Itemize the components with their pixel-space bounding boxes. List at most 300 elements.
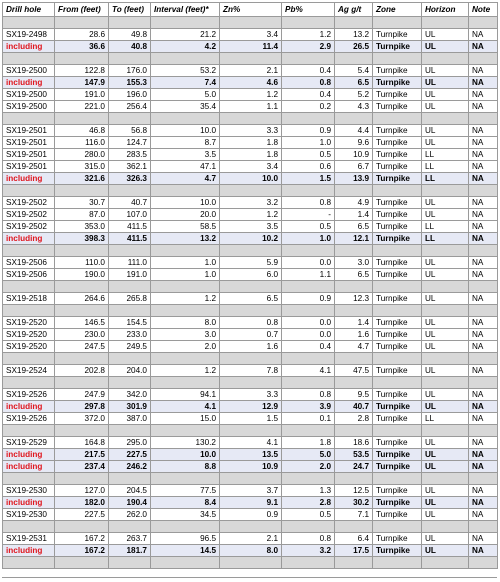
separator-cell xyxy=(151,53,220,65)
separator-cell xyxy=(55,377,109,389)
zinc-percent-cell: 12.9 xyxy=(220,401,282,413)
to-feet-cell: 40.8 xyxy=(109,41,151,53)
separator-cell xyxy=(282,305,335,317)
to-feet-cell: 204.0 xyxy=(109,365,151,377)
separator-cell xyxy=(220,185,282,197)
lead-percent-cell: 0.0 xyxy=(282,317,335,329)
drill-hole-cell: including xyxy=(3,233,55,245)
separator-cell xyxy=(3,521,55,533)
separator-cell xyxy=(373,521,422,533)
group-separator-row xyxy=(3,305,498,317)
lead-percent-cell: 1.8 xyxy=(282,437,335,449)
interval-cell: 1.0 xyxy=(151,269,220,281)
zinc-percent-cell: 10.9 xyxy=(220,461,282,473)
from-feet-cell: 167.2 xyxy=(55,545,109,557)
silver-gpt-cell: 1.4 xyxy=(335,317,373,329)
horizon-cell: UL xyxy=(422,437,469,449)
from-feet-cell: 353.0 xyxy=(55,221,109,233)
separator-cell xyxy=(109,53,151,65)
separator-cell xyxy=(282,113,335,125)
drill-hole-cell: SX19-2502 xyxy=(3,221,55,233)
separator-cell xyxy=(335,281,373,293)
drill-results-table xyxy=(2,2,498,569)
separator-cell xyxy=(282,281,335,293)
note-cell: NA xyxy=(469,449,498,461)
table-row xyxy=(3,437,498,449)
to-feet-cell: 56.8 xyxy=(109,125,151,137)
zone-cell: Turnpike xyxy=(373,197,422,209)
table-row xyxy=(3,365,498,377)
interval-cell: 13.2 xyxy=(151,233,220,245)
to-feet-cell: 326.3 xyxy=(109,173,151,185)
drill-hole-cell: including xyxy=(3,449,55,461)
zinc-percent-cell: 6.5 xyxy=(220,293,282,305)
drill-hole-cell: SX19-2520 xyxy=(3,329,55,341)
lead-percent-cell: 1.3 xyxy=(282,485,335,497)
separator-cell xyxy=(469,305,498,317)
zone-cell: Turnpike xyxy=(373,257,422,269)
to-feet-cell: 176.0 xyxy=(109,65,151,77)
separator-cell xyxy=(151,281,220,293)
interval-cell: 10.0 xyxy=(151,449,220,461)
zone-cell: Turnpike xyxy=(373,497,422,509)
silver-gpt-cell: 1.4 xyxy=(335,209,373,221)
drill-hole-cell: SX19-2520 xyxy=(3,317,55,329)
to-feet-cell: 191.0 xyxy=(109,269,151,281)
horizon-cell: UL xyxy=(422,77,469,89)
from-feet-cell: 116.0 xyxy=(55,137,109,149)
horizon-cell: UL xyxy=(422,65,469,77)
zone-cell: Turnpike xyxy=(373,41,422,53)
including-row xyxy=(3,461,498,473)
silver-gpt-cell: 1.6 xyxy=(335,329,373,341)
interval-cell: 8.4 xyxy=(151,497,220,509)
separator-cell xyxy=(55,305,109,317)
drill-hole-cell: SX19-2502 xyxy=(3,209,55,221)
separator-cell xyxy=(55,53,109,65)
zone-cell: Turnpike xyxy=(373,449,422,461)
drill-hole-cell: SX19-2530 xyxy=(3,509,55,521)
note-cell: NA xyxy=(469,497,498,509)
separator-cell xyxy=(220,473,282,485)
silver-gpt-cell: 3.0 xyxy=(335,257,373,269)
from-feet-cell: 372.0 xyxy=(55,413,109,425)
interval-cell: 5.0 xyxy=(151,89,220,101)
from-feet-cell: 147.9 xyxy=(55,77,109,89)
column-header: Horizon xyxy=(422,3,469,17)
to-feet-cell: 283.5 xyxy=(109,149,151,161)
from-feet-cell: 227.5 xyxy=(55,509,109,521)
to-feet-cell: 387.0 xyxy=(109,413,151,425)
table-body xyxy=(3,17,498,569)
separator-cell xyxy=(422,557,469,569)
lead-percent-cell: 3.2 xyxy=(282,545,335,557)
horizon-cell: LL xyxy=(422,149,469,161)
zone-cell: Turnpike xyxy=(373,65,422,77)
separator-cell xyxy=(220,17,282,29)
separator-cell xyxy=(220,557,282,569)
silver-gpt-cell: 4.3 xyxy=(335,101,373,113)
separator-cell xyxy=(469,113,498,125)
drill-hole-cell: SX19-2498 xyxy=(3,29,55,41)
silver-gpt-cell: 6.5 xyxy=(335,269,373,281)
from-feet-cell: 315.0 xyxy=(55,161,109,173)
to-feet-cell: 40.7 xyxy=(109,197,151,209)
table-row xyxy=(3,257,498,269)
lead-percent-cell: 1.0 xyxy=(282,233,335,245)
zinc-percent-cell: 9.1 xyxy=(220,497,282,509)
table-row xyxy=(3,89,498,101)
zone-cell: Turnpike xyxy=(373,137,422,149)
group-separator-row xyxy=(3,245,498,257)
interval-cell: 10.0 xyxy=(151,125,220,137)
note-cell: NA xyxy=(469,89,498,101)
lead-percent-cell: 0.1 xyxy=(282,413,335,425)
lead-percent-cell: 0.4 xyxy=(282,341,335,353)
note-cell: NA xyxy=(469,413,498,425)
separator-cell xyxy=(422,377,469,389)
silver-gpt-cell: 6.7 xyxy=(335,161,373,173)
to-feet-cell: 411.5 xyxy=(109,221,151,233)
drill-hole-cell: including xyxy=(3,41,55,53)
column-header: Pb% xyxy=(282,3,335,17)
separator-cell xyxy=(109,377,151,389)
note-cell: NA xyxy=(469,485,498,497)
separator-cell xyxy=(55,557,109,569)
zinc-percent-cell: 5.9 xyxy=(220,257,282,269)
separator-cell xyxy=(335,245,373,257)
from-feet-cell: 237.4 xyxy=(55,461,109,473)
horizon-cell: UL xyxy=(422,197,469,209)
separator-cell xyxy=(373,557,422,569)
note-cell: NA xyxy=(469,137,498,149)
zinc-percent-cell: 3.4 xyxy=(220,161,282,173)
separator-cell xyxy=(469,353,498,365)
from-feet-cell: 122.8 xyxy=(55,65,109,77)
separator-cell xyxy=(335,353,373,365)
to-feet-cell: 263.7 xyxy=(109,533,151,545)
lead-percent-cell: 0.8 xyxy=(282,389,335,401)
group-separator-row xyxy=(3,425,498,437)
horizon-cell: LL xyxy=(422,161,469,173)
zinc-percent-cell: 1.2 xyxy=(220,89,282,101)
from-feet-cell: 398.3 xyxy=(55,233,109,245)
interval-cell: 20.0 xyxy=(151,209,220,221)
to-feet-cell: 196.0 xyxy=(109,89,151,101)
separator-cell xyxy=(469,557,498,569)
interval-cell: 4.2 xyxy=(151,41,220,53)
group-separator-row xyxy=(3,281,498,293)
zone-cell: Turnpike xyxy=(373,89,422,101)
silver-gpt-cell: 18.6 xyxy=(335,437,373,449)
separator-cell xyxy=(373,425,422,437)
table-row xyxy=(3,29,498,41)
note-cell: NA xyxy=(469,221,498,233)
interval-cell: 1.0 xyxy=(151,257,220,269)
horizon-cell: UL xyxy=(422,485,469,497)
table-bottom-rule xyxy=(2,577,497,582)
separator-cell xyxy=(220,377,282,389)
note-cell: NA xyxy=(469,65,498,77)
lead-percent-cell: 0.8 xyxy=(282,533,335,545)
to-feet-cell: 362.1 xyxy=(109,161,151,173)
zinc-percent-cell: 10.0 xyxy=(220,173,282,185)
zone-cell: Turnpike xyxy=(373,545,422,557)
zinc-percent-cell: 3.3 xyxy=(220,125,282,137)
silver-gpt-cell: 12.1 xyxy=(335,233,373,245)
from-feet-cell: 280.0 xyxy=(55,149,109,161)
horizon-cell: UL xyxy=(422,29,469,41)
to-feet-cell: 155.3 xyxy=(109,77,151,89)
separator-cell xyxy=(3,557,55,569)
separator-cell xyxy=(469,425,498,437)
separator-cell xyxy=(151,425,220,437)
from-feet-cell: 202.8 xyxy=(55,365,109,377)
zinc-percent-cell: 3.2 xyxy=(220,197,282,209)
separator-cell xyxy=(469,281,498,293)
note-cell: NA xyxy=(469,197,498,209)
note-cell: NA xyxy=(469,233,498,245)
separator-cell xyxy=(335,305,373,317)
note-cell: NA xyxy=(469,101,498,113)
interval-cell: 96.5 xyxy=(151,533,220,545)
drill-hole-cell: including xyxy=(3,461,55,473)
note-cell: NA xyxy=(469,125,498,137)
lead-percent-cell: 0.0 xyxy=(282,257,335,269)
note-cell: NA xyxy=(469,461,498,473)
zone-cell: Turnpike xyxy=(373,77,422,89)
silver-gpt-cell: 30.2 xyxy=(335,497,373,509)
including-row xyxy=(3,77,498,89)
zone-cell: Turnpike xyxy=(373,293,422,305)
interval-cell: 7.4 xyxy=(151,77,220,89)
to-feet-cell: 265.8 xyxy=(109,293,151,305)
note-cell: NA xyxy=(469,29,498,41)
note-cell: NA xyxy=(469,389,498,401)
separator-cell xyxy=(335,17,373,29)
horizon-cell: LL xyxy=(422,413,469,425)
table-row xyxy=(3,269,498,281)
separator-cell xyxy=(151,521,220,533)
lead-percent-cell: 0.4 xyxy=(282,65,335,77)
separator-cell xyxy=(469,185,498,197)
drill-hole-cell: SX19-2500 xyxy=(3,89,55,101)
interval-cell: 3.0 xyxy=(151,329,220,341)
silver-gpt-cell: 7.1 xyxy=(335,509,373,521)
horizon-cell: UL xyxy=(422,293,469,305)
zone-cell: Turnpike xyxy=(373,533,422,545)
separator-cell xyxy=(282,185,335,197)
separator-cell xyxy=(3,377,55,389)
zinc-percent-cell: 4.6 xyxy=(220,77,282,89)
note-cell: NA xyxy=(469,173,498,185)
drill-hole-cell: SX19-2500 xyxy=(3,65,55,77)
note-cell: NA xyxy=(469,77,498,89)
table-row xyxy=(3,125,498,137)
separator-cell xyxy=(282,245,335,257)
zinc-percent-cell: 1.6 xyxy=(220,341,282,353)
separator-cell xyxy=(373,353,422,365)
lead-percent-cell: 1.2 xyxy=(282,29,335,41)
separator-cell xyxy=(335,53,373,65)
drill-hole-cell: SX19-2530 xyxy=(3,485,55,497)
zinc-percent-cell: 3.7 xyxy=(220,485,282,497)
group-separator-row xyxy=(3,185,498,197)
lead-percent-cell: 1.5 xyxy=(282,173,335,185)
to-feet-cell: 342.0 xyxy=(109,389,151,401)
zinc-percent-cell: 11.4 xyxy=(220,41,282,53)
separator-cell xyxy=(109,473,151,485)
table-row xyxy=(3,65,498,77)
table-row xyxy=(3,209,498,221)
group-separator-row xyxy=(3,377,498,389)
zinc-percent-cell: 2.1 xyxy=(220,65,282,77)
to-feet-cell: 227.5 xyxy=(109,449,151,461)
silver-gpt-cell: 9.6 xyxy=(335,137,373,149)
drill-hole-cell: including xyxy=(3,77,55,89)
from-feet-cell: 127.0 xyxy=(55,485,109,497)
interval-cell: 21.2 xyxy=(151,29,220,41)
separator-cell xyxy=(220,281,282,293)
zinc-percent-cell: 3.3 xyxy=(220,389,282,401)
drill-hole-cell: SX19-2501 xyxy=(3,161,55,173)
drill-hole-cell: SX19-2526 xyxy=(3,413,55,425)
horizon-cell: UL xyxy=(422,89,469,101)
including-row xyxy=(3,173,498,185)
lead-percent-cell: 0.8 xyxy=(282,77,335,89)
separator-cell xyxy=(469,17,498,29)
zone-cell: Turnpike xyxy=(373,101,422,113)
lead-percent-cell: 0.4 xyxy=(282,89,335,101)
drill-hole-cell: including xyxy=(3,497,55,509)
silver-gpt-cell: 24.7 xyxy=(335,461,373,473)
from-feet-cell: 182.0 xyxy=(55,497,109,509)
separator-cell xyxy=(109,521,151,533)
horizon-cell: UL xyxy=(422,269,469,281)
table-row xyxy=(3,341,498,353)
table-row xyxy=(3,485,498,497)
separator-cell xyxy=(55,425,109,437)
separator-cell xyxy=(469,521,498,533)
from-feet-cell: 264.6 xyxy=(55,293,109,305)
table-row xyxy=(3,329,498,341)
zinc-percent-cell: 2.1 xyxy=(220,533,282,545)
to-feet-cell: 233.0 xyxy=(109,329,151,341)
from-feet-cell: 28.6 xyxy=(55,29,109,41)
including-row xyxy=(3,449,498,461)
note-cell: NA xyxy=(469,293,498,305)
separator-cell xyxy=(109,281,151,293)
horizon-cell: UL xyxy=(422,545,469,557)
lead-percent-cell: 0.0 xyxy=(282,329,335,341)
separator-cell xyxy=(55,353,109,365)
zinc-percent-cell: 3.5 xyxy=(220,221,282,233)
interval-cell: 35.4 xyxy=(151,101,220,113)
zone-cell: Turnpike xyxy=(373,437,422,449)
interval-cell: 58.5 xyxy=(151,221,220,233)
table-row xyxy=(3,293,498,305)
silver-gpt-cell: 12.5 xyxy=(335,485,373,497)
interval-cell: 1.2 xyxy=(151,365,220,377)
from-feet-cell: 247.5 xyxy=(55,341,109,353)
zinc-percent-cell: 1.1 xyxy=(220,101,282,113)
including-row xyxy=(3,401,498,413)
zone-cell: Turnpike xyxy=(373,329,422,341)
separator-cell xyxy=(422,425,469,437)
zinc-percent-cell: 10.2 xyxy=(220,233,282,245)
silver-gpt-cell: 26.5 xyxy=(335,41,373,53)
from-feet-cell: 297.8 xyxy=(55,401,109,413)
interval-cell: 1.2 xyxy=(151,293,220,305)
separator-cell xyxy=(335,185,373,197)
drill-hole-cell: SX19-2500 xyxy=(3,101,55,113)
from-feet-cell: 87.0 xyxy=(55,209,109,221)
table-header-row xyxy=(3,3,498,17)
drill-hole-cell: SX19-2506 xyxy=(3,269,55,281)
separator-cell xyxy=(151,185,220,197)
horizon-cell: UL xyxy=(422,209,469,221)
column-header: Zone xyxy=(373,3,422,17)
separator-cell xyxy=(282,53,335,65)
table-row xyxy=(3,101,498,113)
separator-cell xyxy=(422,473,469,485)
lead-percent-cell: 0.9 xyxy=(282,125,335,137)
table-row xyxy=(3,221,498,233)
interval-cell: 53.2 xyxy=(151,65,220,77)
silver-gpt-cell: 4.9 xyxy=(335,197,373,209)
separator-cell xyxy=(373,305,422,317)
separator-cell xyxy=(151,353,220,365)
separator-cell xyxy=(3,53,55,65)
lead-percent-cell: 1.0 xyxy=(282,137,335,149)
separator-cell xyxy=(151,17,220,29)
zinc-percent-cell: 1.2 xyxy=(220,209,282,221)
separator-cell xyxy=(55,521,109,533)
separator-cell xyxy=(282,473,335,485)
separator-cell xyxy=(282,17,335,29)
separator-cell xyxy=(335,113,373,125)
zinc-percent-cell: 1.8 xyxy=(220,137,282,149)
lead-percent-cell: 0.8 xyxy=(282,197,335,209)
column-header: To (feet) xyxy=(109,3,151,17)
zone-cell: Turnpike xyxy=(373,401,422,413)
column-header: Interval (feet)* xyxy=(151,3,220,17)
separator-cell xyxy=(3,113,55,125)
separator-cell xyxy=(373,281,422,293)
separator-cell xyxy=(220,113,282,125)
zinc-percent-cell: 0.9 xyxy=(220,509,282,521)
horizon-cell: UL xyxy=(422,509,469,521)
separator-cell xyxy=(469,473,498,485)
group-separator-row xyxy=(3,53,498,65)
separator-cell xyxy=(109,185,151,197)
from-feet-cell: 36.6 xyxy=(55,41,109,53)
separator-cell xyxy=(282,557,335,569)
table-row xyxy=(3,509,498,521)
horizon-cell: UL xyxy=(422,365,469,377)
drill-hole-cell: SX19-2506 xyxy=(3,257,55,269)
silver-gpt-cell: 12.3 xyxy=(335,293,373,305)
zone-cell: Turnpike xyxy=(373,125,422,137)
zone-cell: Turnpike xyxy=(373,413,422,425)
drill-hole-cell: SX19-2501 xyxy=(3,149,55,161)
including-row xyxy=(3,233,498,245)
separator-cell xyxy=(3,281,55,293)
group-separator-row xyxy=(3,17,498,29)
interval-cell: 94.1 xyxy=(151,389,220,401)
zone-cell: Turnpike xyxy=(373,365,422,377)
table-row xyxy=(3,197,498,209)
